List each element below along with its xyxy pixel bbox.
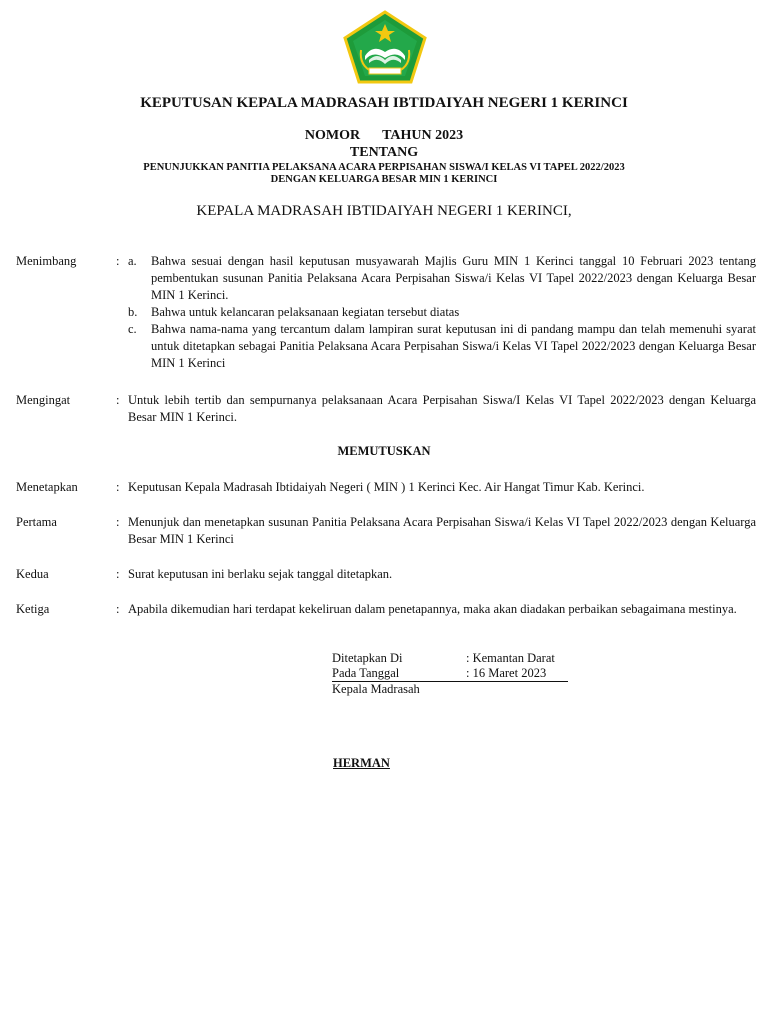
mengingat-colon: : — [116, 393, 120, 407]
ketiga-colon: : — [116, 602, 120, 616]
tentang-heading: TENTANG — [349, 145, 419, 160]
list-item — [128, 304, 756, 321]
list-marker: a. — [128, 254, 137, 268]
nomor-label: NOMOR — [304, 128, 361, 143]
kedua-label: Kedua — [16, 567, 49, 581]
ditetapkan-label: Ditetapkan Di — [332, 651, 403, 665]
list-item-text: Bahwa sesuai dengan hasil keputusan musyawarah Majlis Guru MIN 1 Kerinci tanggal 10 Februari 2023 tentang pembentukan susunan Panitia Pelaksana Acara Perpisahan Siswa/i Kelas VI Tapel 2022/2023 dengan Keluarga Besar MIN 1 Kerinci. — [151, 254, 756, 302]
kedua-colon: : — [116, 567, 120, 581]
menimbang-list — [128, 253, 756, 372]
signer-position: Kepala Madrasah — [332, 682, 420, 696]
document-number — [0, 128, 768, 144]
mengingat-label: Mengingat — [16, 393, 71, 407]
menetapkan-text: Keputusan Kepala Madrasah Ibtidaiyah Negeri ( MIN ) 1 Kerinci Kec. Air Hangat Timur Kab. Kerinci. — [128, 480, 645, 494]
kemenag-emblem-icon — [343, 10, 427, 84]
pertama-text: Menunjuk dan menetapkan susunan Panitia Pelaksana Acara Perpisahan Siswa/i Kelas VI Tapel 2022/2023 dengan Keluarga Besar MIN 1 Kerinci — [128, 515, 756, 546]
ketiga-label: Ketiga — [16, 602, 50, 616]
subtitle-line-1: PENUNJUKKAN PANITIA PELAKSANA ACARA PERPISAHAN SISWA/I KELAS VI TAPEL 2022/2023 — [143, 162, 625, 173]
tahun-label: TAHUN 2023 — [382, 128, 464, 143]
pertama-colon: : — [116, 515, 120, 529]
list-item-text: Bahwa untuk kelancaran pelaksanaan kegiatan tersebut diatas — [151, 305, 460, 319]
mengingat-text: Untuk lebih tertib dan sempurnanya pelaksanaan Acara Perpisahan Siswa/I Kelas VI Tapel 2022/2023 dengan Keluarga Besar MIN 1 Kerinci. — [128, 393, 756, 424]
menetapkan-label: Menetapkan — [16, 480, 78, 494]
menimbang-label: Menimbang — [16, 254, 77, 268]
tanggal-label: Pada Tanggal — [332, 666, 400, 680]
ketiga-text: Apabila dikemudian hari terdapat kekeliruan dalam penetapannya, maka akan diadakan perbaikan sebagaimana mestinya. — [128, 602, 737, 616]
list-item — [128, 253, 756, 304]
menimbang-colon: : — [116, 254, 120, 268]
pertama-label: Pertama — [16, 515, 57, 529]
kedua-text: Surat keputusan ini berlaku sejak tanggal ditetapkan. — [128, 567, 393, 581]
tanggal-value: : 16 Maret 2023 — [466, 666, 547, 680]
ditetapkan-value: : Kemantan Darat — [466, 651, 555, 665]
list-marker: b. — [128, 305, 138, 319]
official-heading: KEPALA MADRASAH IBTIDAIYAH NEGERI 1 KERINCI, — [196, 203, 572, 219]
list-marker: c. — [128, 322, 137, 336]
list-item — [128, 321, 756, 372]
subtitle-line-2: DENGAN KELUARGA BESAR MIN 1 KERINCI — [270, 174, 498, 185]
memutuskan-heading: MEMUTUSKAN — [337, 444, 431, 458]
list-item-text: Bahwa nama-nama yang tercantum dalam lampiran surat keputusan ini di pandang mampu dan telah memenuhi syarat untuk ditetapkan sebagai Panitia Pelaksana Acara Perpisahan Siswa/i Kelas VI Tapel 2022/2023 dengan Keluarga Besar MIN 1 Kerinci — [151, 322, 756, 370]
document-title: KEPUTUSAN KEPALA MADRASAH IBTIDAIYAH NEGERI 1 KERINCI — [140, 95, 628, 111]
menetapkan-colon: : — [116, 480, 120, 494]
signer-name: HERMAN — [333, 756, 390, 770]
